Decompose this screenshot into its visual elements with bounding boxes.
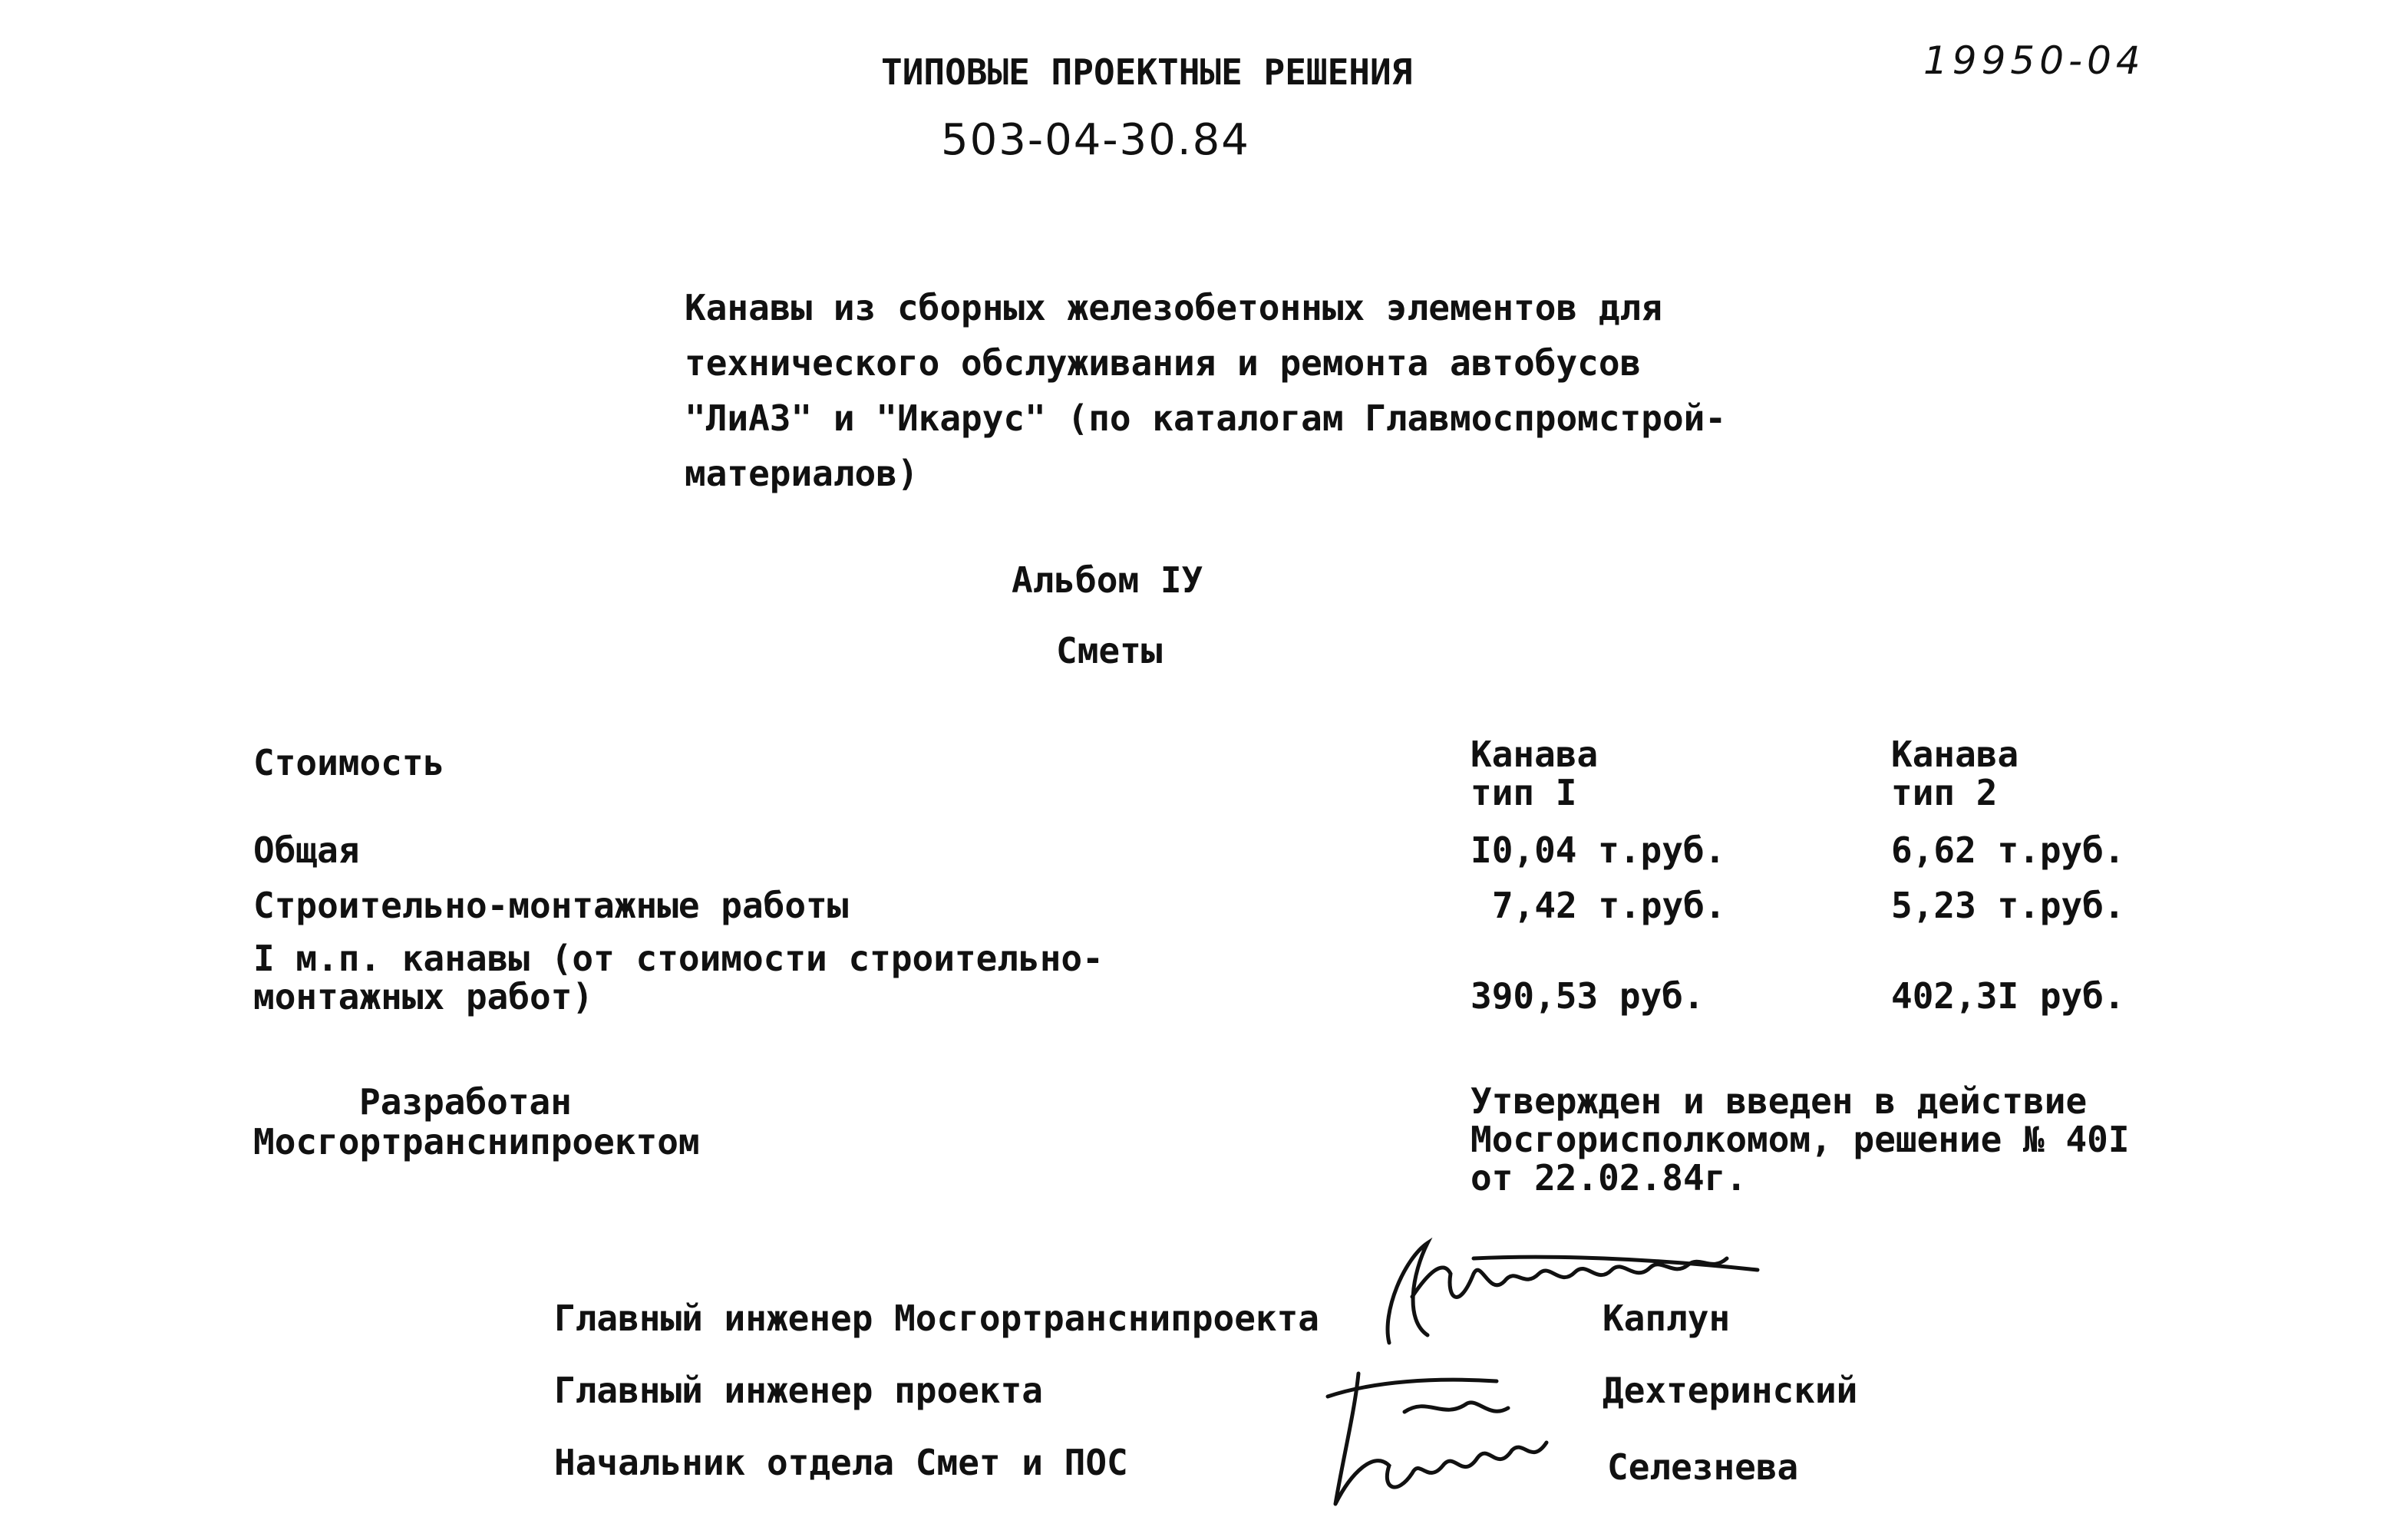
series-number: 503-04-30.84 (941, 115, 1250, 165)
cost-header-col1 (1471, 735, 1598, 812)
cost-row-col2: 5,23 т.руб. (1891, 885, 2125, 926)
album-label: Альбом IУ (1012, 559, 1203, 601)
title-line: материалов) (685, 453, 919, 494)
signatory-role: Начальник отдела Смет и ПОС (554, 1442, 1128, 1483)
cost-row-col1: I0,04 т.руб. (1471, 829, 1726, 871)
title-line: "ЛиАЗ" и "Икарус" (по каталогам Главмоспромстрой- (685, 397, 1727, 439)
approved-line: от 22.02.84г. (1471, 1157, 1748, 1199)
series-title: ТИПОВЫЕ ПРОЕКТНЫЕ РЕШЕНИЯ (881, 51, 1413, 93)
approved-by (1471, 1082, 2130, 1197)
title-line: технического обслуживания и ремонта автобусов (685, 342, 1642, 384)
developed-line: Мосгортранснипроектом (253, 1121, 700, 1162)
signatory-role: Главный инженер Мосгортранснипроекта (554, 1298, 1319, 1339)
signature-project-engineer (1312, 1350, 1589, 1527)
approved-line: Мосгорисполкомом, решение № 40I (1471, 1119, 2130, 1160)
col1-header-line: тип I (1471, 772, 1577, 813)
col2-header-line: Канава (1891, 734, 2019, 775)
signatory-name: Каплун (1603, 1298, 1731, 1339)
signatory-name: Селезнева (1607, 1446, 1799, 1488)
document-title (685, 280, 1726, 501)
cost-row-label: Строительно-монтажные работы (253, 885, 849, 926)
cost-row-label-line: монтажных работ) (253, 976, 594, 1017)
developed-by (253, 1082, 700, 1162)
signature-chief-engineer (1358, 1228, 1788, 1358)
cost-row-col1: 7,42 т.руб. (1492, 885, 1726, 926)
cost-row-label: Общая (253, 829, 360, 871)
cost-header-col2 (1891, 735, 2018, 812)
cost-header-label: Стоимость (253, 742, 445, 783)
col1-header-line: Канава (1471, 734, 1599, 775)
signatory-name: Дехтеринский (1603, 1370, 1858, 1411)
approved-line: Утвержден и введен в действие (1471, 1080, 2088, 1122)
cost-row-col1: 390,53 руб. (1471, 975, 1705, 1017)
cost-row-col2: 6,62 т.руб. (1891, 829, 2125, 871)
cost-row-label (253, 939, 1104, 1016)
cost-row-col2: 402,3I руб. (1891, 975, 2125, 1017)
title-line: Канавы из сборных железобетонных элементов для (685, 287, 1662, 328)
section-label: Сметы (1056, 630, 1163, 671)
signatory-role: Главный инженер проекта (554, 1370, 1043, 1411)
col2-header-line: тип 2 (1891, 772, 1998, 813)
developed-line: Разработан (359, 1081, 572, 1123)
archive-number: 19950-04 (1923, 38, 2145, 83)
cost-row-label-line: I м.п. канавы (от стоимости строительно- (253, 938, 1104, 979)
